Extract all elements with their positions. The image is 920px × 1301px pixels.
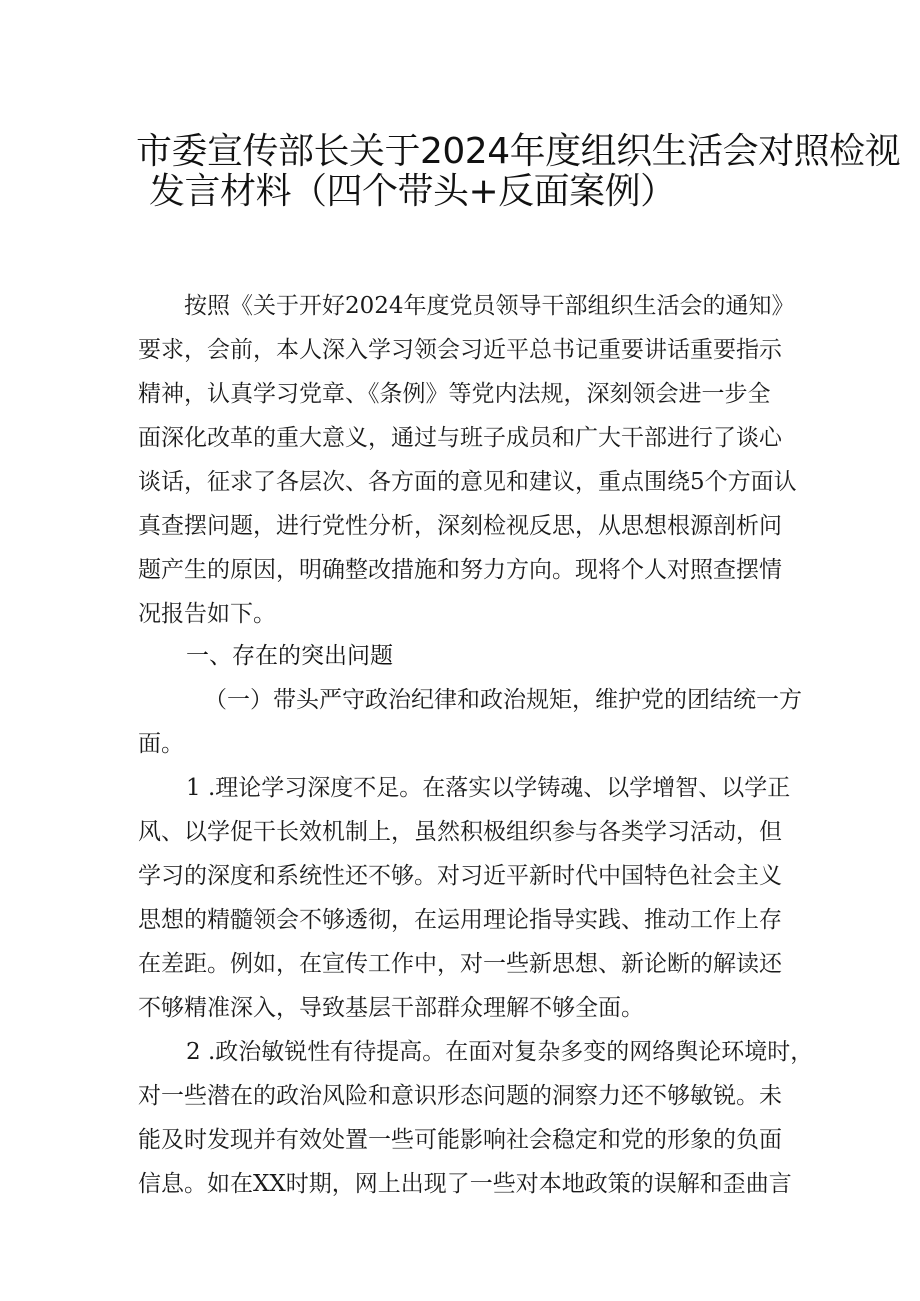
item-line: 学习的深度和系统性还不够。对习近平新时代中国特色社会主义 xyxy=(138,863,782,889)
intro-line: 题产生的原因，明确整改措施和努力方向。现将个人对照查摆情 xyxy=(138,557,782,583)
item-2-paragraph xyxy=(138,1030,814,1206)
section-heading: 一、存在的突出问题 xyxy=(186,643,393,669)
intro-line: 谈话，征求了各层次、各方面的意见和建议，重点围绕5个方面认 xyxy=(138,469,797,495)
item-line: 在差距。例如，在宣传工作中，对一些新思想、新论断的解读还 xyxy=(138,951,782,977)
subsection-line: 面。 xyxy=(138,731,184,757)
intro-paragraph xyxy=(138,284,798,636)
item-line: 信息。如在XX时期，网上出现了一些对本地政策的误解和歪曲言 xyxy=(138,1171,792,1197)
intro-line: 按照《关于开好2024年度党员领导干部组织生活会的通知》 xyxy=(184,293,795,319)
item-line: 对一些潜在的政治风险和意识形态问题的洞察力还不够敏锐。未 xyxy=(138,1083,782,1109)
intro-line: 面深化改革的重大意义，通过与班子成员和广大干部进行了谈心 xyxy=(138,425,782,451)
subsection-paragraph xyxy=(138,678,802,766)
item-line: 1 .理论学习深度不足。在落实以学铸魂、以学增智、以学正 xyxy=(186,775,791,801)
item-line: 不够精准深入，导致基层干部群众理解不够全面。 xyxy=(138,995,644,1021)
intro-line: 真查摆问题，进行党性分析，深刻检视反思，从思想根源剖析问 xyxy=(138,513,782,539)
item-line: 风、以学促干长效机制上，虽然积极组织参与各类学习活动，但 xyxy=(138,819,782,845)
intro-line: 要求，会前，本人深入学习领会习近平总书记重要讲话重要指示 xyxy=(138,337,782,363)
document-title-line-2: 发言材料（四个带头+反面案例） xyxy=(149,171,676,212)
intro-line: 况报告如下。 xyxy=(138,601,276,627)
document-title-line-1: 市委宣传部长关于2024年度组织生活会对照检视 xyxy=(136,131,901,172)
item-1-paragraph xyxy=(138,766,798,1030)
intro-line: 精神，认真学习党章、《条例》等党内法规，深刻领会进一步全 xyxy=(138,381,771,407)
subsection-line: （一）带头严守政治纪律和政治规矩，维护党的团结统一方 xyxy=(204,687,802,713)
item-line: 2 .政治敏锐性有待提高。在面对复杂多变的网络舆论环境时， xyxy=(186,1039,814,1065)
item-line: 思想的精髓领会不够透彻，在运用理论指导实践、推动工作上存 xyxy=(138,907,782,933)
item-line: 能及时发现并有效处置一些可能影响社会稳定和党的形象的负面 xyxy=(138,1127,782,1153)
